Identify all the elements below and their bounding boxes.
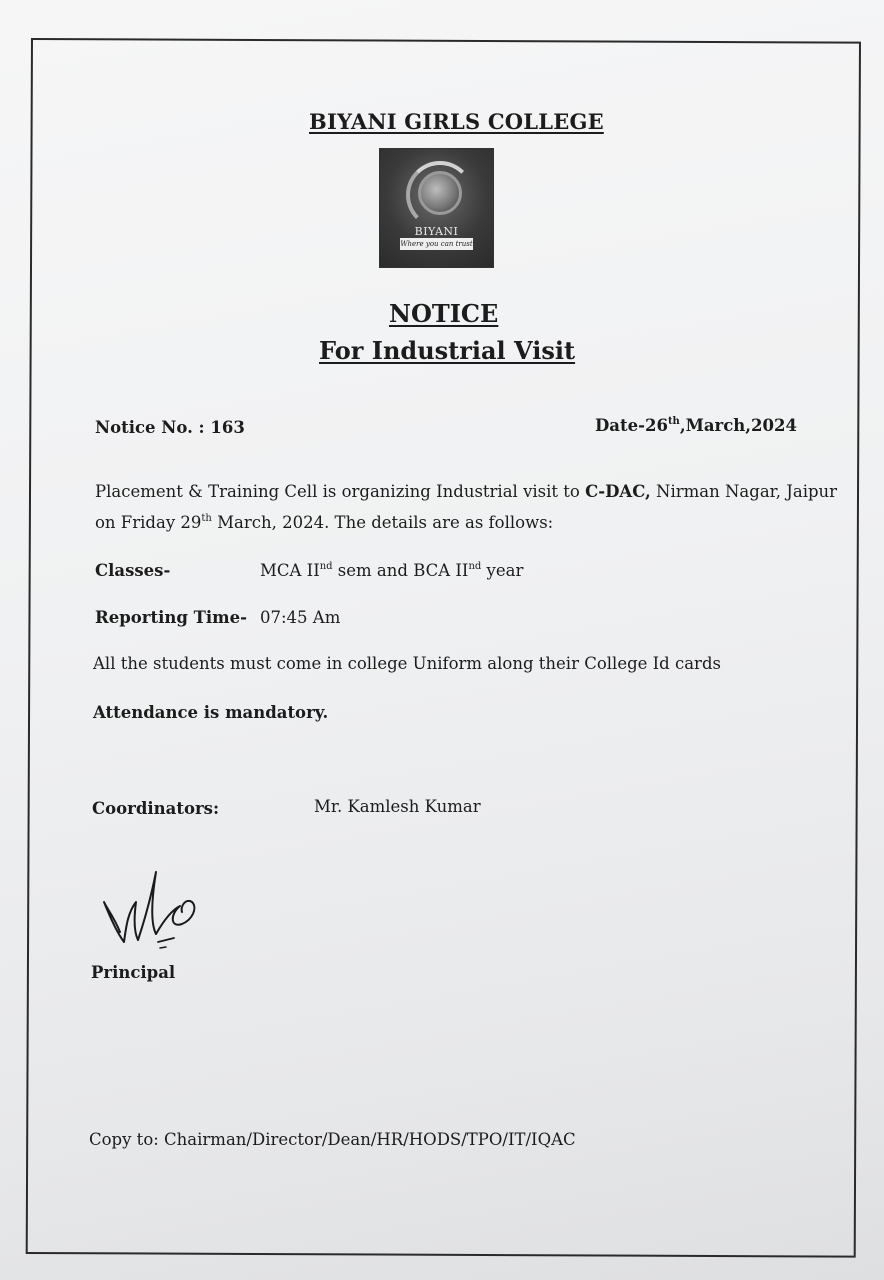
logo-brand-text: BIYANI (414, 225, 459, 238)
attendance-instruction: Attendance is mandatory. (93, 703, 329, 722)
body-line-2-start: on Friday 29 (95, 513, 202, 532)
date-prefix: Date-26 (595, 416, 668, 435)
date-suffix: ,March,2024 (679, 416, 797, 435)
body-line-2-end: March, 2024. The details are as follows: (211, 513, 554, 532)
reporting-time-value: 07:45 Am (260, 608, 341, 627)
notice-number: Notice No. : 163 (95, 418, 245, 437)
logo-tagline: Where you can trust (400, 240, 473, 248)
notice-subject: For Industrial Visit (319, 336, 576, 365)
college-name: BIYANI GIRLS COLLEGE (309, 109, 604, 134)
body-line-1-start: Placement & Training Cell is organizing Industrial visit to (95, 482, 586, 501)
notice-date (595, 416, 797, 435)
body-line-2 (95, 513, 553, 532)
organization-name: C-DAC, (585, 482, 651, 501)
classes-sup-1: nd (319, 560, 333, 572)
classes-sup-2: nd (468, 560, 482, 572)
college-logo (379, 148, 494, 268)
classes-part-3: year (481, 561, 524, 580)
coordinator-name: Mr. Kamlesh Kumar (314, 797, 481, 816)
uniform-instruction: All the students must come in college Uniform along their College Id cards (93, 654, 721, 673)
coordinators-label: Coordinators: (92, 799, 220, 818)
classes-value (260, 561, 523, 580)
body-line-1-end: Nirman Nagar, Jaipur (650, 482, 838, 501)
body-line-2-superscript: th (201, 512, 212, 524)
date-superscript: th (667, 415, 680, 427)
signature-icon (100, 862, 210, 952)
classes-label: Classes- (95, 561, 171, 580)
notice-heading: NOTICE (389, 299, 499, 328)
principal-title: Principal (91, 963, 176, 982)
reporting-time-label: Reporting Time- (95, 608, 247, 627)
globe-icon (418, 171, 462, 215)
body-line-1 (95, 482, 837, 501)
copy-to-line: Copy to: Chairman/Director/Dean/HR/HODS/TPO/IT/IQAC (89, 1130, 576, 1149)
classes-part-1: MCA II (260, 561, 320, 580)
classes-part-2: sem and BCA II (332, 561, 469, 580)
